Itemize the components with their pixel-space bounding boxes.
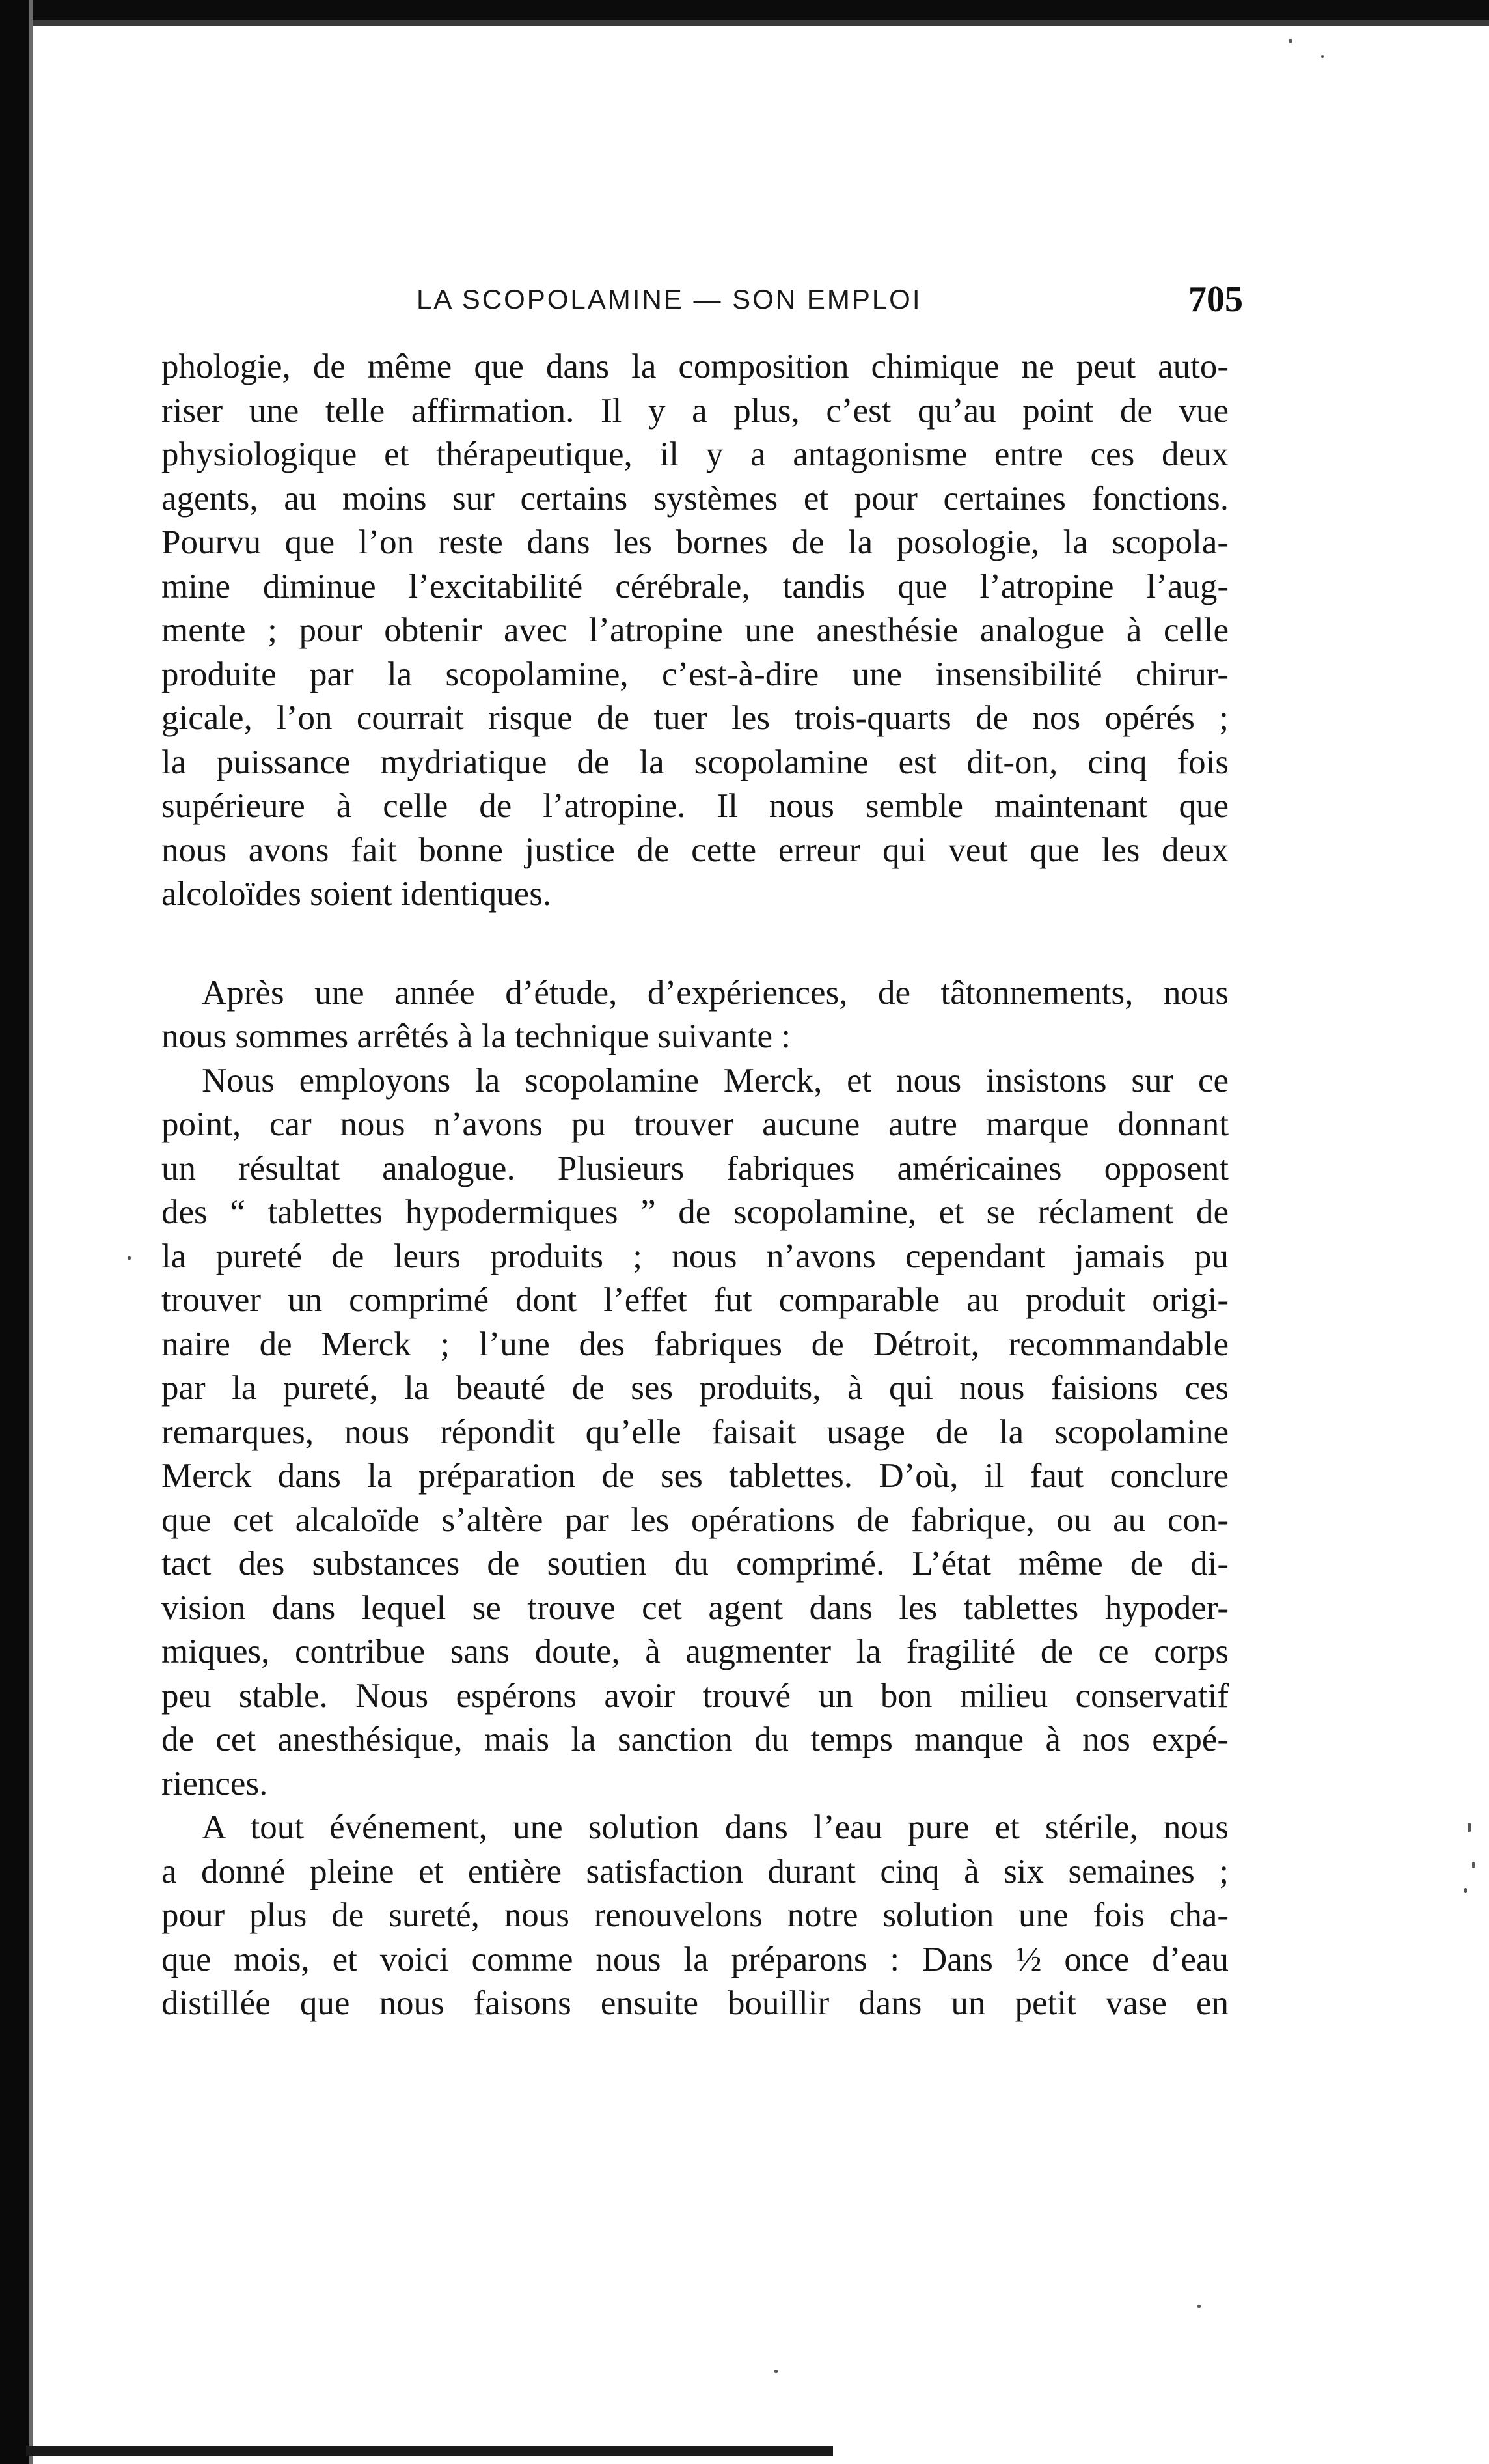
scan-speck [1468,1823,1471,1832]
scan-speck [1289,39,1292,43]
text-line: agents, au moins sur certains systèmes et pour certaines fonctions. [161,479,1229,518]
paragraph [161,1059,1229,1806]
scan-speck [1472,1862,1475,1868]
text-line: des “ tablettes hypodermiques ” de scopolamine, et se réclament de [161,1193,1229,1231]
text-line: tact des substances de soutien du comprimé. L’état même de di- [161,1545,1229,1583]
text-line: nous avons fait bonne justice de cette erreur qui veut que les deux [161,831,1229,869]
scan-left-edge [0,0,36,2464]
text-line: que mois, et voici comme nous la préparons : Dans ½ once d’eau [161,1940,1229,1978]
text-line: Nous employons la scopolamine Merck, et nous insistons sur ce [202,1061,1229,1100]
text-line: gicale, l’on courrait risque de tuer les trois-quarts de nos opérés ; [161,699,1229,737]
text-line: la puissance mydriatique de la scopolamine est dit-on, cinq fois [161,743,1229,781]
text-line: A tout événement, une solution dans l’eau pure et stérile, nous [202,1808,1229,1846]
text-line: Après une année d’étude, d’expériences, de tâtonnements, nous [202,973,1229,1012]
text-line: distillée que nous faisons ensuite bouillir dans un petit vase en [161,1984,1229,2022]
text-line: supérieure à celle de l’atropine. Il nous semble maintenant que [161,787,1229,825]
text-line: mente ; pour obtenir avec l’atropine une anesthésie analogue à celle [161,611,1229,649]
text-line: trouver un comprimé dont l’effet fut comparable au produit origi- [161,1281,1229,1319]
text-line: que cet alcaloïde s’altère par les opérations de fabrique, ou au con- [161,1501,1229,1539]
text-line: riser une telle affirmation. Il y a plus, c’est qu’au point de vue [161,391,1229,430]
text-line: naire de Merck ; l’une des fabriques de Détroit, recommandable [161,1325,1229,1363]
text-line: alcoloïdes soient identiques. [161,875,552,913]
paragraph [161,1806,1229,2026]
text-line: Merck dans la préparation de ses tablettes. D’où, il faut conclure [161,1457,1229,1495]
text-line: produite par la scopolamine, c’est-à-dire une insensibilité chirur- [161,655,1229,693]
text-line: la pureté de leurs produits ; nous n’avons cependant jamais pu [161,1237,1229,1275]
text-line: mine diminue l’excitabilité cérébrale, tandis que l’atropine l’aug- [161,567,1229,605]
text-line: peu stable. Nous espérons avoir trouvé un bon milieu conservatif [161,1676,1229,1715]
text-line: un résultat analogue. Plusieurs fabriques américaines opposent [161,1149,1229,1187]
scan-speck [1321,55,1324,58]
paragraph-gap [161,917,1229,971]
text-line: phologie, de même que dans la composition chimique ne peut auto- [161,348,1229,385]
scan-speck [1464,1888,1467,1893]
paragraph [161,971,1229,1059]
text-line: par la pureté, la beauté de ses produits, à qui nous faisions ces [161,1369,1229,1407]
scan-speck [774,2370,778,2373]
text-line: nous sommes arrêtés à la technique suivante : [161,1017,791,1055]
text-line: physiologique et thérapeutique, il y a antagonisme entre ces deux [161,436,1229,473]
text-line: de cet anesthésique, mais la sanction du temps manque à nos expé- [161,1721,1229,1758]
text-line: point, car nous n’avons pu trouver aucune autre marque donnant [161,1105,1229,1143]
scan-speck [1197,2305,1201,2308]
scan-top-edge [0,0,1489,30]
text-line: pour plus de sureté, nous renouvelons notre solution une fois cha- [161,1896,1229,1934]
running-head: LA SCOPOLAMINE — SON EMPLOI [417,284,922,314]
page-number: 705 [1188,279,1243,320]
text-line: riences. [161,1764,268,1803]
text-line: miques, contribue sans doute, à augmenter la fragilité de ce corps [161,1633,1229,1670]
text-line: vision dans lequel se trouve cet agent dans les tablettes hypoder- [161,1588,1229,1627]
scan-speck [128,1256,131,1260]
text-line: Pourvu que l’on reste dans les bornes de la posologie, la scopola- [161,523,1229,561]
body-text [161,345,1229,2026]
scan-bottom-edge [26,2446,833,2456]
text-line: remarques, nous répondit qu’elle faisait usage de la scopolamine [161,1413,1229,1451]
paragraph [161,345,1229,917]
text-line: a donné pleine et entière satisfaction durant cinq à six semaines ; [161,1852,1229,1890]
